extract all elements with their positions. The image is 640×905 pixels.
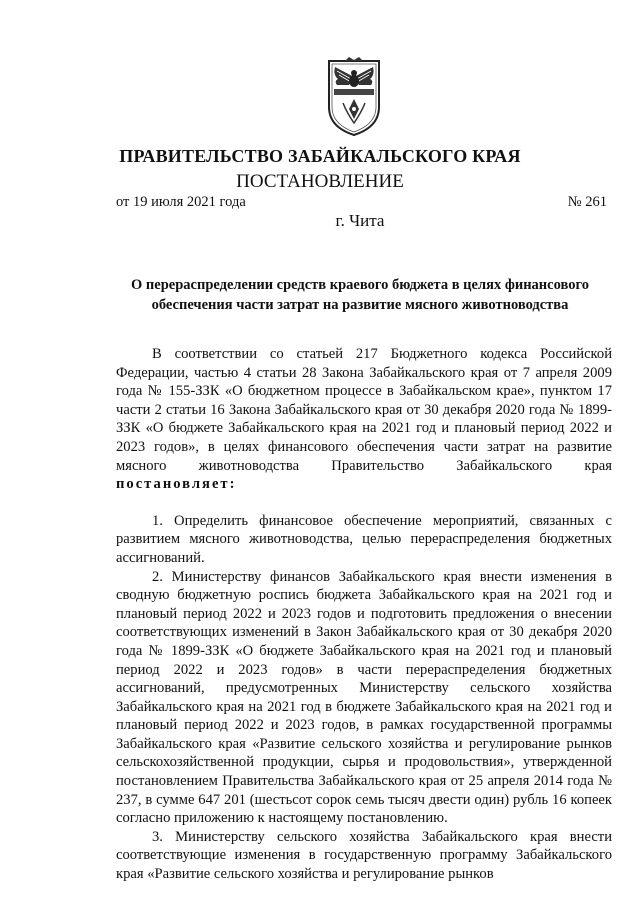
document-subject [100, 275, 620, 315]
decree-word: постановляет: [116, 476, 237, 493]
preamble-text: В соответствии со статьей 217 Бюджетного кодекса Российской Федерации, частью 4 статьи 28 Закона Забайкальского края от 7 апреля 2009 года № 155-ЗЗК «О бюджетном процессе в Забайкальском крае», пунктом 17 части 2 статьи 16 Закона Забайкальского края от 30 декабря 2020 года № 1899-ЗЗК «О бюджете Забайкальского края на 2021 год и плановый период 2022 и 2023 годов», в целях финансового обеспечения части затрат на развитие мясного животноводства Правительство Забайкальского края [116, 346, 612, 474]
subject-line-1: О перераспределении средств краевого бюджета в целях финансового [131, 277, 589, 293]
preamble-paragraph [116, 345, 612, 494]
item-2: 2. Министерству финансов Забайкальского края внести изменения в сводную бюджетную роспись бюджета Забайкальского края на 2021 год и плановый период 2022 и 2023 годов и подготовить предложения о внесении соответствующих изменений в Закон Забайкальского края от 30 декабря 2020 года № 1899-ЗЗК «О бюджете Забайкальского края на 2021 год и плановый период 2022 и 2023 годов» в части перераспределения бюджетных ассигнований, предусмотренных Министерству сельского хозяйства Забайкальского края на 2021 год в бюджете Забайкальского края на 2021 год и плановый период 2022 и 2023 годов, в рамках государственной программы Забайкальского края «Развитие сельского хозяйства и регулирование рынков сельскохозяйственной продукции, сырья и продовольствия», утвержденной постановлением Правительства Забайкальского края от 25 апреля 2014 года № 237, в сумме 647 201 (шестьсот сорок семь тысяч двести один) рубль 16 копеек согласно приложению к настоящему постановлению. [116, 568, 612, 827]
document-type: ПОСТАНОВЛЕНИЕ [236, 171, 404, 192]
subject-line-2: обеспечения части затрат на развитие мясного животноводства [151, 297, 569, 313]
document-city: г. Чита [335, 211, 385, 230]
item-1: 1. Определить финансовое обеспечение мероприятий, связанных с развитием мясного животноводства, целью перераспределения бюджетных ассигнований. [116, 512, 612, 566]
organization-title: ПРАВИТЕЛЬСТВО ЗАБАЙКАЛЬСКОГО КРАЯ [119, 146, 521, 166]
document-body [116, 345, 612, 884]
document-number: № 261 [567, 194, 607, 210]
coat-of-arms-emblem [325, 57, 383, 137]
document-date: от 19 июля 2021 года [116, 194, 246, 210]
item-3: 3. Министерству сельского хозяйства Забайкальского края внести соответствующие изменения в государственную программу Забайкальского края «Развитие сельского хозяйства и регулирование рынков [116, 828, 612, 883]
